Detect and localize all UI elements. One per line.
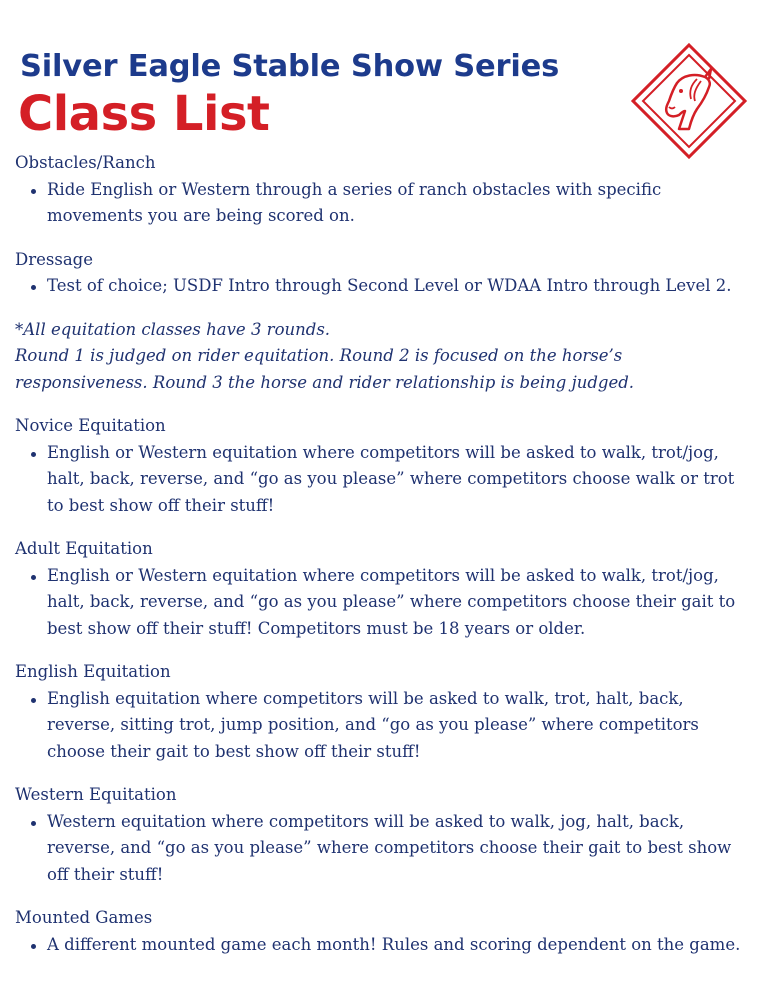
note-line: *All equitation classes have 3 rounds. — [15, 319, 331, 339]
equitation-note — [15, 317, 755, 397]
horse-head-diamond-icon — [631, 43, 747, 159]
bullet-list — [15, 932, 755, 959]
class-list — [15, 150, 755, 975]
bullet-list — [15, 273, 755, 300]
section-title: Mounted Games — [15, 908, 153, 927]
section-title: Obstacles/Ranch — [15, 153, 156, 172]
class-section-mounted-games — [15, 905, 755, 958]
bullet-list — [15, 809, 755, 889]
section-title: English Equitation — [15, 662, 171, 681]
page-subtitle: Class List — [18, 86, 270, 142]
list-item: English or Western equitation where competitors will be asked to walk, trot/jog, halt, back, reverse, and “go as you please” where competitors choose walk or trot to best show off their stuff! — [15, 440, 755, 520]
section-title: Novice Equitation — [15, 416, 166, 435]
class-section-english-equitation — [15, 659, 755, 765]
class-section-adult-equitation — [15, 536, 755, 642]
section-title: Dressage — [15, 249, 93, 269]
bullet-list — [15, 563, 755, 643]
list-item: English or Western equitation where competitors will be asked to walk, trot/jog, halt, back, reverse, and “go as you please” where competitors choose their gait to best show off their stuff! Competitors must be 18 years or older. — [15, 563, 755, 643]
list-item: Ride English or Western through a series of ranch obstacles with specific movements you are being scored on. — [15, 177, 755, 230]
section-title: Adult Equitation — [15, 539, 153, 558]
note-line: Round 1 is judged on rider equitation. Round 2 is focused on the horse’s responsiveness. Round 3 the horse and rider relationship is being judged. — [15, 346, 635, 392]
page-title: Silver Eagle Stable Show Series — [20, 49, 560, 84]
class-section-western-equitation — [15, 782, 755, 888]
list-item: A different mounted game each month! Rules and scoring dependent on the game. — [15, 932, 755, 959]
logo — [631, 43, 747, 159]
bullet-list — [15, 177, 755, 230]
class-section-novice-equitation — [15, 413, 755, 519]
list-item: Test of choice; USDF Intro through Second Level or WDAA Intro through Level 2. — [15, 273, 755, 300]
class-section-obstacles-ranch — [15, 150, 755, 230]
class-section-dressage — [15, 247, 755, 300]
section-title: Western Equitation — [15, 785, 177, 804]
list-item: Western equitation where competitors will be asked to walk, jog, halt, back, reverse, and “go as you please” where competitors choose their gait to best show off their stuff! — [15, 809, 755, 889]
list-item: English equitation where competitors will be asked to walk, trot, halt, back, reverse, sitting trot, jump position, and “go as you please” where competitors choose their gait to best show off their stuff! — [15, 686, 755, 766]
bullet-list — [15, 440, 755, 520]
bullet-list — [15, 686, 755, 766]
